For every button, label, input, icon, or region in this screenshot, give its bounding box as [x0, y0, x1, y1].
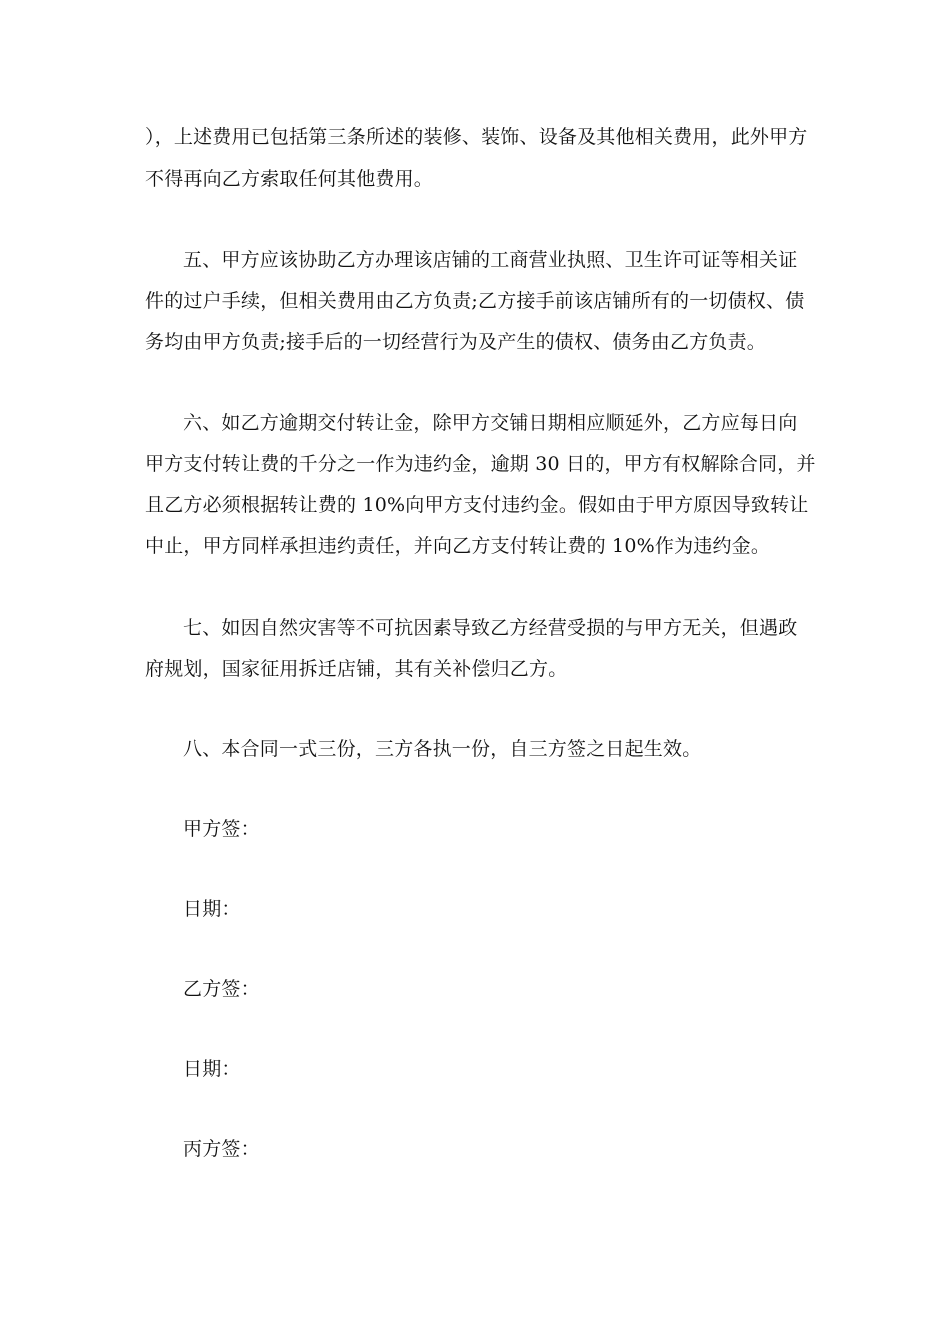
paragraph-line: 不得再向乙方索取任何其他费用。: [145, 168, 434, 190]
clause-7-line: 七、如因自然灾害等不可抗因素导致乙方经营受损的与甲方无关，但遇政: [183, 617, 798, 639]
party-a-date-label: 日期：: [183, 898, 241, 920]
party-c-signature-label: 丙方签：: [183, 1138, 260, 1160]
clause-6-line: 六、如乙方逾期交付转让金，除甲方交铺日期相应顺延外，乙方应每日向: [183, 412, 798, 434]
clause-5-line: 五、甲方应该协助乙方办理该店铺的工商营业执照、卫生许可证等相关证: [183, 249, 798, 271]
clause-6-line: 中止，甲方同样承担违约责任，并向乙方支付转让费的 10%作为违约金。: [145, 535, 771, 557]
party-b-date-label: 日期：: [183, 1058, 241, 1080]
clause-5-line: 务均由甲方负责;接手后的一切经营行为及产生的债权、债务由乙方负责。: [145, 331, 767, 353]
clause-6-line: 甲方支付转让费的千分之一作为违约金，逾期 30 日的，甲方有权解除合同，并: [145, 453, 816, 475]
clause-5-line: 件的过户手续，但相关费用由乙方负责;乙方接手前该店铺所有的一切债权、债: [145, 290, 805, 312]
clause-6-line: 且乙方必须根据转让费的 10%向甲方支付违约金。假如由于甲方原因导致转让: [145, 494, 809, 516]
party-b-signature-label: 乙方签：: [183, 978, 260, 1000]
clause-8-line: 八、本合同一式三份，三方各执一份，自三方签之日起生效。: [183, 738, 702, 760]
paragraph-line: ），上述费用已包括第三条所述的装修、装饰、设备及其他相关费用，此外甲方: [145, 126, 808, 148]
clause-7-line: 府规划，国家征用拆迁店铺，其有关补偿归乙方。: [145, 658, 568, 680]
party-a-signature-label: 甲方签：: [183, 818, 260, 840]
